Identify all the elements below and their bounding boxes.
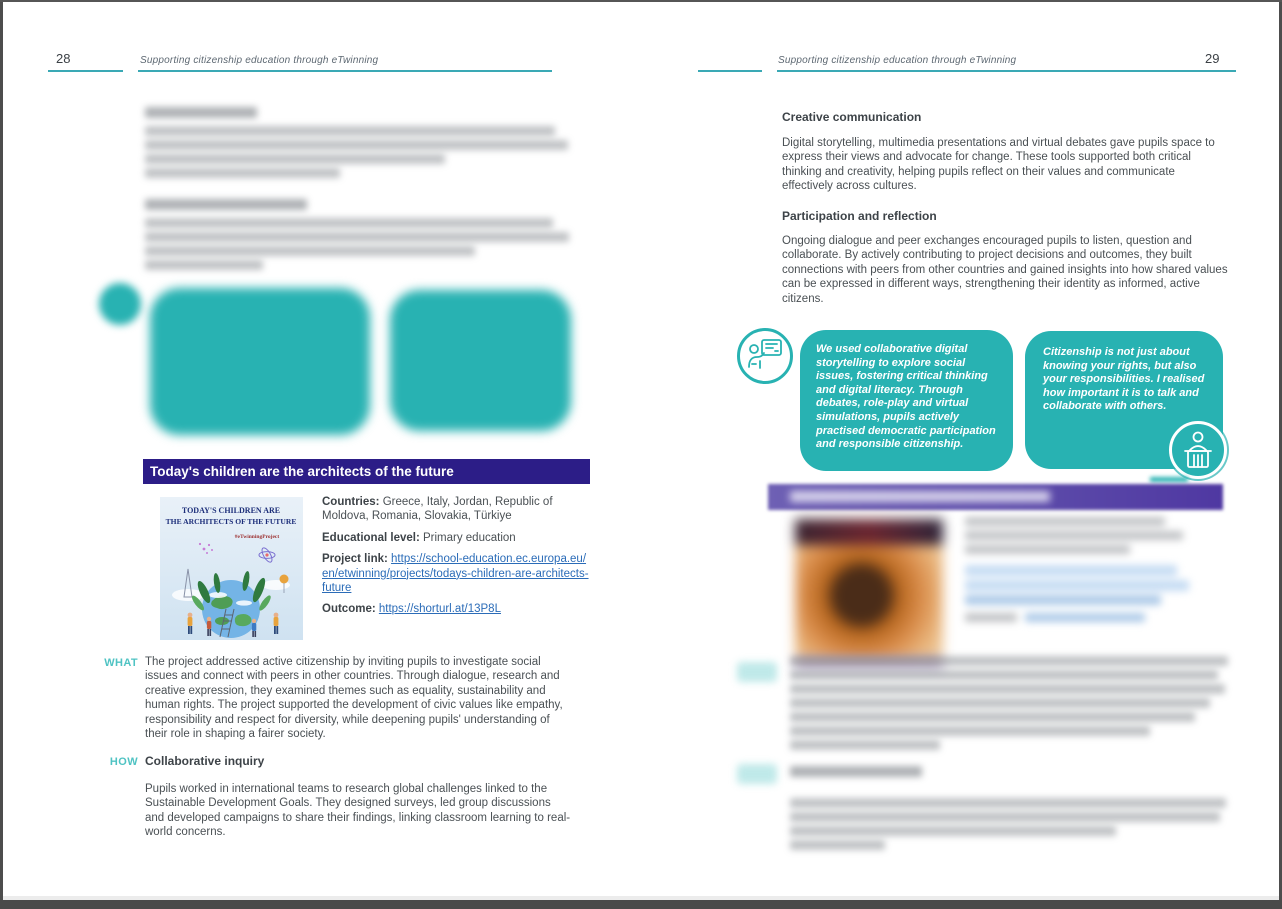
- blurred-text-line: [790, 840, 885, 850]
- right-running-header: Supporting citizenship education through eTwinning: [778, 55, 1017, 66]
- blurred-teal-dash: [1150, 477, 1188, 482]
- how-label: HOW: [109, 756, 138, 768]
- blurred-thumb-top: [795, 519, 943, 545]
- blurred-text-line: [790, 812, 1220, 822]
- blurred-quote-icon: [99, 283, 141, 325]
- blurred-text-line: [145, 232, 569, 242]
- project-thumbnail: [160, 497, 303, 640]
- blurred-heading: [145, 199, 307, 210]
- blurred-text-line: [790, 670, 1218, 680]
- blurred-text-line: [790, 826, 1116, 836]
- svg-text:THE ARCHITECTS OF THE FUTURE: THE ARCHITECTS OF THE FUTURE: [165, 517, 297, 526]
- presenter-screen-glyph: [740, 331, 790, 381]
- blurred-link-line: [965, 580, 1189, 591]
- what-label: WHAT: [104, 657, 138, 669]
- blurred-text-line: [145, 260, 263, 270]
- blurred-quote-bubble: [150, 288, 370, 435]
- blurred-text-line: [790, 740, 940, 750]
- blurred-text-line: [145, 246, 475, 256]
- blurred-text-line: [790, 726, 1150, 736]
- blurred-link-line: [965, 565, 1177, 576]
- blurred-text-line: [790, 712, 1195, 722]
- right-header-stub-rule: [698, 70, 762, 72]
- countries-value: Greece, Italy, Jordan, Republic of Moldova, Romania, Slovakia, Türkiye: [322, 496, 553, 523]
- blurred-thumb-middle: [795, 545, 943, 657]
- blurred-text-line: [965, 531, 1183, 540]
- window-frame-top: [0, 0, 1282, 2]
- blurred-text-line: [965, 517, 1165, 526]
- blurred-what-label: [737, 662, 777, 682]
- left-pagenum-rule: [48, 70, 123, 72]
- right-header-rule: [777, 70, 1190, 72]
- blurred-heading: [145, 107, 257, 118]
- quote-bubble-2: Citizenship is not just about knowing your rights, but also your responsibilities. I realised how important it is to talk and collaborate with others.: [1025, 331, 1223, 469]
- blurred-text-line: [790, 656, 1228, 666]
- blurred-text-line: [145, 154, 445, 164]
- what-text: The project addressed active citizenship by inviting pupils to investigate social issues and connect with peers in other countries. Through dialogue, research and creative expression, they examined themes such as equality, sustainability and human rights. The project supported the development of civic values like empathy, responsibility and respect for diversity, while deepening pupils' understanding of their role in shaping a fairer society.: [145, 656, 563, 741]
- blurred-heading: [790, 766, 922, 777]
- blurred-text-line: [145, 168, 340, 178]
- how-text: Pupils worked in international teams to research global challenges linked to the Sustainable Development Goals. They designed surveys, led group discussions and developed campaigns to share their findings, linking classroom learning to real-world concerns.: [145, 783, 571, 839]
- outcome-row: [322, 602, 590, 616]
- blurred-quote-bubble: [390, 290, 571, 431]
- section-text-participation-reflection: Ongoing dialogue and peer exchanges encouraged pupils to listen, question and collaborate. By actively contributing to project decisions and outcomes, they built connections with peers from other countries and gained insights into how shared values can be expressed in different ways, strengthening their identity as informed, active citizens.: [782, 235, 1228, 305]
- blurred-text-line: [145, 140, 568, 150]
- speaker-podium-icon: [1169, 421, 1227, 479]
- outcome-link[interactable]: https://shorturl.at/13P8L: [378, 603, 501, 616]
- blurred-project-details: [965, 517, 1195, 627]
- right-pagenum-rule: [1162, 70, 1236, 72]
- blurred-text-line: [790, 684, 1225, 694]
- level-value: Primary education: [422, 531, 516, 544]
- left-page-number: 28: [56, 51, 71, 66]
- how-heading: Collaborative inquiry: [145, 754, 265, 768]
- blurred-banner-text: [790, 491, 1050, 502]
- thumbnail-illustration: [160, 497, 303, 640]
- project-link-row: [322, 552, 590, 595]
- section-text-creative-communication: Digital storytelling, multimedia presentations and virtual debates gave pupils space to express their views and advocate for change. These tools supported both critical thinking and creativity, helping pupils reflect on their values and communicate effectively across cultures.: [782, 137, 1215, 193]
- speaker-podium-glyph: [1172, 424, 1224, 476]
- svg-text:#eTwinningProject: #eTwinningProject: [234, 534, 280, 540]
- right-page-number: 29: [1205, 51, 1220, 66]
- blurred-link-line: [1025, 613, 1145, 622]
- project-link[interactable]: https://school-education.ec.europa.eu/en/etwinning/projects/todays-children-are-architects-future: [322, 553, 589, 595]
- blurred-project-thumbnail: [795, 519, 943, 669]
- left-running-header: Supporting citizenship education through eTwinning: [140, 55, 379, 66]
- countries-row: [322, 495, 590, 524]
- svg-text:TODAY'S CHILDREN ARE: TODAY'S CHILDREN ARE: [181, 506, 281, 515]
- project-link-label: Project link:: [322, 553, 388, 566]
- blurred-text-line: [965, 613, 1017, 622]
- countries-label: Countries:: [322, 496, 380, 508]
- level-row: [322, 531, 590, 545]
- blurred-text-line: [790, 698, 1210, 708]
- blurred-text-line: [145, 126, 555, 136]
- blurred-text-line: [965, 545, 1130, 554]
- outcome-label: Outcome:: [322, 603, 376, 616]
- presenter-screen-icon: [737, 328, 793, 384]
- section-heading-participation-reflection: Participation and reflection: [782, 209, 937, 223]
- project-title-banner: Today's children are the architects of the future: [143, 459, 590, 484]
- window-frame-bottom: [0, 900, 1282, 909]
- blurred-link-line: [965, 595, 1161, 605]
- window-frame-left: [0, 0, 3, 909]
- blurred-text-line: [145, 218, 553, 228]
- section-heading-creative-communication: Creative communication: [782, 110, 922, 124]
- level-label: Educational level:: [322, 531, 420, 544]
- project-details: [322, 495, 590, 624]
- quote-bubble-1: We used collaborative digital storytelling to explore social issues, fostering critical thinking and digital literacy. Through debates, role-play and virtual simulations, pupils actively practised democratic participation and responsible citizenship.: [800, 330, 1013, 471]
- blurred-text-line: [790, 798, 1226, 808]
- left-header-rule: [138, 70, 552, 72]
- blurred-how-label: [737, 764, 777, 784]
